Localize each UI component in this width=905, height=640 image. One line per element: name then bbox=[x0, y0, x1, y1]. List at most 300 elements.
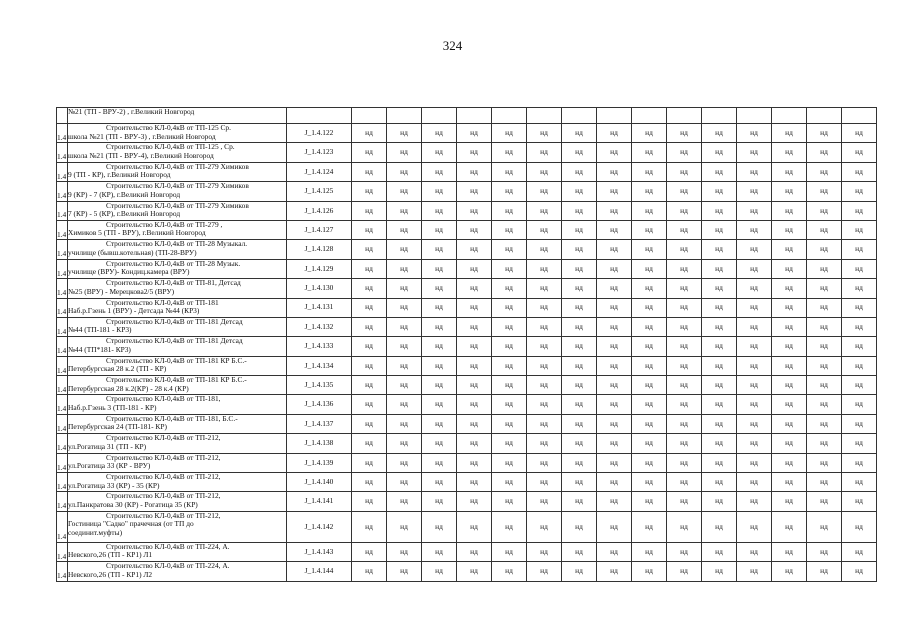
value-cell: нд bbox=[737, 395, 772, 414]
section-cell: 1.4 bbox=[57, 317, 68, 336]
value-cell: нд bbox=[737, 201, 772, 220]
value-cell: нд bbox=[562, 492, 597, 511]
value-cell: нд bbox=[632, 434, 667, 453]
value-cell: нд bbox=[527, 182, 562, 201]
value-cell: нд bbox=[702, 562, 737, 581]
table-row bbox=[57, 162, 877, 181]
object-name-line: Гостиница "Садко" прачечная (от ТП до bbox=[68, 519, 194, 529]
value-cell: нд bbox=[457, 337, 492, 356]
value-cell: нд bbox=[772, 492, 807, 511]
value-cell bbox=[737, 108, 772, 124]
value-cell: нд bbox=[422, 220, 457, 239]
value-cell: нд bbox=[387, 259, 422, 278]
object-name-line: Наб.р.Гзень 3 (ТП-181 - КР) bbox=[68, 402, 157, 412]
value-cell: нд bbox=[702, 182, 737, 201]
value-cell: нд bbox=[527, 562, 562, 581]
value-cell: нд bbox=[492, 240, 527, 259]
value-cell: нд bbox=[457, 376, 492, 395]
value-cell bbox=[842, 108, 877, 124]
table-row bbox=[57, 259, 877, 278]
value-cell: нд bbox=[387, 542, 422, 561]
object-name-line: Невского,26 (ТП - КР1) Л1 bbox=[68, 550, 153, 560]
value-cell: нд bbox=[667, 259, 702, 278]
value-cell: нд bbox=[632, 279, 667, 298]
section-cell: 1.4 bbox=[57, 143, 68, 162]
value-cell: нд bbox=[772, 201, 807, 220]
value-cell: нд bbox=[597, 317, 632, 336]
value-cell bbox=[492, 108, 527, 124]
value-cell: нд bbox=[527, 298, 562, 317]
value-cell: нд bbox=[527, 240, 562, 259]
value-cell: нд bbox=[807, 143, 842, 162]
value-cell: нд bbox=[702, 434, 737, 453]
table-row bbox=[57, 220, 877, 239]
object-name-line: Невского,26 (ТП - КР1) Л2 bbox=[68, 569, 153, 579]
code-cell: J_1.4.140 bbox=[287, 473, 352, 492]
value-cell: нд bbox=[562, 337, 597, 356]
value-cell: нд bbox=[807, 259, 842, 278]
value-cell: нд bbox=[387, 240, 422, 259]
value-cell: нд bbox=[457, 279, 492, 298]
value-cell: нд bbox=[492, 259, 527, 278]
table-row bbox=[57, 317, 877, 336]
value-cell: нд bbox=[737, 511, 772, 542]
value-cell: нд bbox=[422, 298, 457, 317]
value-cell: нд bbox=[807, 220, 842, 239]
value-cell: нд bbox=[562, 356, 597, 375]
table-row bbox=[57, 356, 877, 375]
object-name-cell bbox=[68, 279, 287, 298]
table-row bbox=[57, 337, 877, 356]
value-cell: нд bbox=[422, 395, 457, 414]
value-cell: нд bbox=[807, 162, 842, 181]
value-cell: нд bbox=[632, 473, 667, 492]
code-cell: J_1.4.125 bbox=[287, 182, 352, 201]
value-cell: нд bbox=[352, 220, 387, 239]
object-name-line: 7 (КР) - 5 (КР), г.Великий Новгород bbox=[68, 209, 181, 219]
value-cell: нд bbox=[492, 143, 527, 162]
value-cell: нд bbox=[842, 143, 877, 162]
value-cell: нд bbox=[492, 162, 527, 181]
value-cell: нд bbox=[702, 376, 737, 395]
object-name-line: Строительство КЛ-0,4кВ от ТП-181, Б.С.- bbox=[106, 414, 238, 423]
value-cell: нд bbox=[422, 492, 457, 511]
object-name-line: ул.Рогатица 33 (КР) - 35 (КР) bbox=[68, 480, 160, 490]
object-name-line: школа №21 (ТП - ВРУ-4), г.Великий Новгород bbox=[68, 150, 214, 160]
code-cell: J_1.4.126 bbox=[287, 201, 352, 220]
value-cell: нд bbox=[527, 279, 562, 298]
value-cell: нд bbox=[667, 395, 702, 414]
value-cell: нд bbox=[737, 434, 772, 453]
code-cell: J_1.4.142 bbox=[287, 511, 352, 542]
code-cell bbox=[287, 108, 352, 124]
object-name-cell bbox=[68, 511, 287, 542]
code-cell: J_1.4.133 bbox=[287, 337, 352, 356]
value-cell: нд bbox=[737, 414, 772, 433]
value-cell: нд bbox=[422, 434, 457, 453]
value-cell: нд bbox=[737, 279, 772, 298]
value-cell: нд bbox=[737, 337, 772, 356]
value-cell: нд bbox=[387, 201, 422, 220]
value-cell: нд bbox=[632, 492, 667, 511]
value-cell: нд bbox=[772, 337, 807, 356]
object-name-line: соединит.муфты) bbox=[68, 527, 123, 537]
value-cell: нд bbox=[667, 337, 702, 356]
value-cell: нд bbox=[772, 562, 807, 581]
value-cell: нд bbox=[597, 434, 632, 453]
value-cell: нд bbox=[807, 473, 842, 492]
table-row bbox=[57, 414, 877, 433]
section-cell: 1.4 bbox=[57, 279, 68, 298]
value-cell: нд bbox=[632, 182, 667, 201]
value-cell: нд bbox=[842, 562, 877, 581]
value-cell: нд bbox=[772, 434, 807, 453]
value-cell: нд bbox=[772, 453, 807, 472]
value-cell: нд bbox=[457, 542, 492, 561]
section-cell: 1.4 bbox=[57, 220, 68, 239]
value-cell: нд bbox=[352, 240, 387, 259]
value-cell: нд bbox=[492, 492, 527, 511]
value-cell: нд bbox=[387, 395, 422, 414]
object-name-line: Строительство КЛ-0,4кВ от ТП-212, bbox=[106, 491, 221, 501]
section-cell: 1.4 bbox=[57, 395, 68, 414]
value-cell: нд bbox=[352, 453, 387, 472]
value-cell: нд bbox=[597, 356, 632, 375]
value-cell: нд bbox=[632, 143, 667, 162]
value-cell: нд bbox=[527, 162, 562, 181]
value-cell: нд bbox=[422, 562, 457, 581]
value-cell: нд bbox=[737, 356, 772, 375]
value-cell: нд bbox=[737, 162, 772, 181]
value-cell: нд bbox=[702, 298, 737, 317]
value-cell: нд bbox=[597, 453, 632, 472]
value-cell: нд bbox=[562, 473, 597, 492]
value-cell: нд bbox=[387, 124, 422, 143]
value-cell bbox=[807, 108, 842, 124]
value-cell: нд bbox=[632, 124, 667, 143]
object-name-cell bbox=[68, 143, 287, 162]
object-name-line: Строительство КЛ-0,4кВ от ТП-224, А. bbox=[106, 542, 230, 551]
value-cell: нд bbox=[667, 511, 702, 542]
investment-table bbox=[56, 107, 877, 582]
value-cell: нд bbox=[842, 279, 877, 298]
object-name-cell bbox=[68, 124, 287, 143]
value-cell: нд bbox=[492, 542, 527, 561]
value-cell: нд bbox=[457, 511, 492, 542]
value-cell: нд bbox=[422, 542, 457, 561]
value-cell: нд bbox=[667, 162, 702, 181]
object-name-cell bbox=[68, 395, 287, 414]
object-name-line: Строительство КЛ-0,4кВ от ТП-212, bbox=[106, 511, 221, 520]
table-row bbox=[57, 376, 877, 395]
value-cell: нд bbox=[772, 414, 807, 433]
value-cell: нд bbox=[422, 124, 457, 143]
code-cell: J_1.4.135 bbox=[287, 376, 352, 395]
value-cell: нд bbox=[457, 124, 492, 143]
object-name-line: Строительство КЛ-0,4кВ от ТП-181 КР Б.С.- bbox=[106, 356, 247, 365]
value-cell: нд bbox=[352, 542, 387, 561]
value-cell: нд bbox=[807, 562, 842, 581]
value-cell bbox=[772, 108, 807, 124]
object-name-line: Строительство КЛ-0,4кВ от ТП-279 Химиков bbox=[106, 181, 249, 191]
value-cell: нд bbox=[737, 182, 772, 201]
value-cell: нд bbox=[352, 259, 387, 278]
value-cell: нд bbox=[702, 473, 737, 492]
value-cell: нд bbox=[597, 124, 632, 143]
section-cell: 1.4 bbox=[57, 182, 68, 201]
object-name-line: Химиков 5 (ТП - ВРУ), г.Великий Новгород bbox=[68, 228, 206, 238]
value-cell: нд bbox=[842, 182, 877, 201]
value-cell: нд bbox=[527, 356, 562, 375]
value-cell: нд bbox=[667, 562, 702, 581]
value-cell: нд bbox=[492, 317, 527, 336]
value-cell: нд bbox=[457, 414, 492, 433]
object-name-line: Наб.р.Гзень 1 (ВРУ) - Детсада №44 (КР3) bbox=[68, 306, 200, 316]
code-cell: J_1.4.139 bbox=[287, 453, 352, 472]
value-cell: нд bbox=[667, 143, 702, 162]
value-cell: нд bbox=[667, 376, 702, 395]
value-cell: нд bbox=[807, 298, 842, 317]
value-cell: нд bbox=[597, 376, 632, 395]
value-cell: нд bbox=[527, 395, 562, 414]
continuation-row bbox=[57, 108, 877, 124]
object-name-line: Строительство КЛ-0,4кВ от ТП-28 Музык. bbox=[106, 259, 241, 268]
value-cell: нд bbox=[457, 473, 492, 492]
value-cell: нд bbox=[807, 356, 842, 375]
value-cell: нд bbox=[562, 414, 597, 433]
section-cell: 1.4 bbox=[57, 376, 68, 395]
object-name-cell bbox=[68, 337, 287, 356]
value-cell: нд bbox=[457, 317, 492, 336]
value-cell: нд bbox=[737, 453, 772, 472]
value-cell: нд bbox=[702, 511, 737, 542]
object-name-line: ул.Рогатица 31 (ТП - КР) bbox=[68, 441, 147, 451]
value-cell: нд bbox=[352, 511, 387, 542]
object-name-line: Петербургская 28 к.2 (ТП - КР) bbox=[68, 364, 167, 374]
value-cell: нд bbox=[562, 240, 597, 259]
value-cell: нд bbox=[387, 473, 422, 492]
value-cell: нд bbox=[667, 240, 702, 259]
object-name-line: №44 (ТП-181 - КР3) bbox=[68, 325, 132, 335]
value-cell: нд bbox=[527, 542, 562, 561]
value-cell: нд bbox=[667, 356, 702, 375]
value-cell: нд bbox=[772, 279, 807, 298]
value-cell: нд bbox=[527, 201, 562, 220]
value-cell bbox=[702, 108, 737, 124]
value-cell: нд bbox=[667, 201, 702, 220]
value-cell: нд bbox=[387, 453, 422, 472]
object-name-line: Строительство КЛ-0,4кВ от ТП-125 Ср. bbox=[106, 123, 231, 132]
value-cell: нд bbox=[387, 414, 422, 433]
section-cell: 1.4 bbox=[57, 259, 68, 278]
object-name-cell bbox=[68, 376, 287, 395]
value-cell: нд bbox=[632, 414, 667, 433]
object-name-line: Строительство КЛ-0,4кВ от ТП-181 bbox=[106, 298, 219, 307]
value-cell: нд bbox=[352, 414, 387, 433]
value-cell: нд bbox=[457, 453, 492, 472]
value-cell: нд bbox=[667, 182, 702, 201]
value-cell: нд bbox=[737, 376, 772, 395]
code-cell: J_1.4.132 bbox=[287, 317, 352, 336]
value-cell: нд bbox=[422, 279, 457, 298]
value-cell: нд bbox=[772, 395, 807, 414]
value-cell: нд bbox=[667, 473, 702, 492]
value-cell bbox=[632, 108, 667, 124]
object-name-cell bbox=[68, 434, 287, 453]
value-cell: нд bbox=[632, 356, 667, 375]
value-cell: нд bbox=[807, 511, 842, 542]
value-cell: нд bbox=[702, 201, 737, 220]
object-name-cell bbox=[68, 182, 287, 201]
page-number: 324 bbox=[442, 38, 463, 53]
table-row bbox=[57, 298, 877, 317]
value-cell: нд bbox=[457, 143, 492, 162]
value-cell: нд bbox=[702, 220, 737, 239]
value-cell: нд bbox=[632, 201, 667, 220]
value-cell: нд bbox=[667, 453, 702, 472]
value-cell: нд bbox=[492, 473, 527, 492]
value-cell: нд bbox=[702, 279, 737, 298]
value-cell: нд bbox=[632, 511, 667, 542]
value-cell: нд bbox=[352, 395, 387, 414]
value-cell: нд bbox=[737, 298, 772, 317]
value-cell: нд bbox=[492, 356, 527, 375]
table-row bbox=[57, 143, 877, 162]
value-cell: нд bbox=[597, 279, 632, 298]
table-row bbox=[57, 562, 877, 581]
object-name-line: Петербургская 28 к.2(КР) - 28 к.4 (КР) bbox=[68, 383, 189, 393]
value-cell: нд bbox=[772, 220, 807, 239]
value-cell: нд bbox=[457, 298, 492, 317]
value-cell: нд bbox=[527, 453, 562, 472]
code-cell: J_1.4.141 bbox=[287, 492, 352, 511]
section-cell: 1.4 bbox=[57, 337, 68, 356]
section-cell: 1.4 bbox=[57, 542, 68, 561]
value-cell: нд bbox=[492, 376, 527, 395]
value-cell: нд bbox=[772, 240, 807, 259]
object-name-cell bbox=[68, 562, 287, 581]
value-cell: нд bbox=[352, 298, 387, 317]
object-name-line: Строительство КЛ-0,4кВ от ТП-125 , Ср. bbox=[106, 142, 235, 152]
value-cell: нд bbox=[527, 124, 562, 143]
value-cell bbox=[667, 108, 702, 124]
object-name-cell bbox=[68, 220, 287, 239]
value-cell: нд bbox=[842, 511, 877, 542]
object-name-line: школа №21 (ТП - ВРУ-3) , г.Великий Новгород bbox=[68, 131, 216, 141]
value-cell: нд bbox=[632, 298, 667, 317]
value-cell: нд bbox=[492, 414, 527, 433]
value-cell: нд bbox=[772, 542, 807, 561]
value-cell: нд bbox=[352, 492, 387, 511]
section-cell: 1.4 bbox=[57, 414, 68, 433]
value-cell: нд bbox=[527, 143, 562, 162]
value-cell: нд bbox=[562, 201, 597, 220]
value-cell: нд bbox=[387, 143, 422, 162]
value-cell: нд bbox=[387, 562, 422, 581]
object-name-line: 9 (КР) - 7 (КР), г.Великий Новгород bbox=[68, 189, 181, 199]
value-cell: нд bbox=[772, 162, 807, 181]
value-cell: нд bbox=[492, 395, 527, 414]
value-cell: нд bbox=[492, 298, 527, 317]
value-cell: нд bbox=[737, 143, 772, 162]
value-cell: нд bbox=[562, 434, 597, 453]
table-row bbox=[57, 201, 877, 220]
section-cell: 1.4 bbox=[57, 124, 68, 143]
value-cell: нд bbox=[352, 201, 387, 220]
value-cell: нд bbox=[632, 376, 667, 395]
value-cell: нд bbox=[807, 376, 842, 395]
code-cell: J_1.4.129 bbox=[287, 259, 352, 278]
value-cell: нд bbox=[387, 162, 422, 181]
object-name-cell bbox=[68, 414, 287, 433]
value-cell: нд bbox=[597, 337, 632, 356]
value-cell: нд bbox=[562, 220, 597, 239]
value-cell: нд bbox=[807, 337, 842, 356]
value-cell: нд bbox=[352, 337, 387, 356]
value-cell bbox=[387, 108, 422, 124]
value-cell: нд bbox=[597, 220, 632, 239]
value-cell: нд bbox=[737, 473, 772, 492]
table-row bbox=[57, 453, 877, 472]
value-cell: нд bbox=[597, 562, 632, 581]
object-name-cell: №21 (ТП - ВРУ-2) , г.Великий Новгород bbox=[68, 108, 287, 124]
value-cell: нд bbox=[387, 182, 422, 201]
value-cell: нд bbox=[807, 201, 842, 220]
value-cell: нд bbox=[807, 453, 842, 472]
table-row bbox=[57, 473, 877, 492]
value-cell: нд bbox=[667, 124, 702, 143]
value-cell: нд bbox=[667, 220, 702, 239]
value-cell: нд bbox=[457, 220, 492, 239]
value-cell: нд bbox=[632, 542, 667, 561]
value-cell: нд bbox=[667, 434, 702, 453]
value-cell: нд bbox=[562, 124, 597, 143]
object-name-line: Строительство КЛ-0,4кВ от ТП-279 Химиков bbox=[106, 201, 249, 210]
value-cell: нд bbox=[597, 298, 632, 317]
value-cell: нд bbox=[422, 143, 457, 162]
object-name-line: Строительство КЛ-0,4кВ от ТП-279 , bbox=[106, 220, 223, 229]
value-cell: нд bbox=[387, 317, 422, 336]
value-cell: нд bbox=[527, 414, 562, 433]
value-cell: нд bbox=[597, 473, 632, 492]
value-cell: нд bbox=[527, 492, 562, 511]
value-cell: нд bbox=[737, 317, 772, 336]
object-name-cell bbox=[68, 317, 287, 336]
value-cell: нд bbox=[667, 298, 702, 317]
value-cell: нд bbox=[457, 162, 492, 181]
value-cell: нд bbox=[457, 259, 492, 278]
value-cell: нд bbox=[842, 162, 877, 181]
value-cell bbox=[597, 108, 632, 124]
value-cell: нд bbox=[842, 473, 877, 492]
value-cell: нд bbox=[422, 317, 457, 336]
value-cell: нд bbox=[772, 298, 807, 317]
value-cell: нд bbox=[352, 143, 387, 162]
table-row bbox=[57, 511, 877, 542]
object-name-line: училище (бывш.котельная) (ТП-28-ВРУ) bbox=[68, 247, 197, 257]
object-name-line: училище (ВРУ)- Кондиц.камера (ВРУ) bbox=[68, 267, 190, 277]
value-cell: нд bbox=[527, 473, 562, 492]
value-cell: нд bbox=[842, 434, 877, 453]
section-cell: 1.4 bbox=[57, 562, 68, 581]
value-cell: нд bbox=[597, 395, 632, 414]
value-cell: нд bbox=[772, 356, 807, 375]
value-cell: нд bbox=[352, 473, 387, 492]
value-cell: нд bbox=[807, 492, 842, 511]
object-name-cell bbox=[68, 356, 287, 375]
value-cell: нд bbox=[352, 376, 387, 395]
value-cell: нд bbox=[492, 201, 527, 220]
